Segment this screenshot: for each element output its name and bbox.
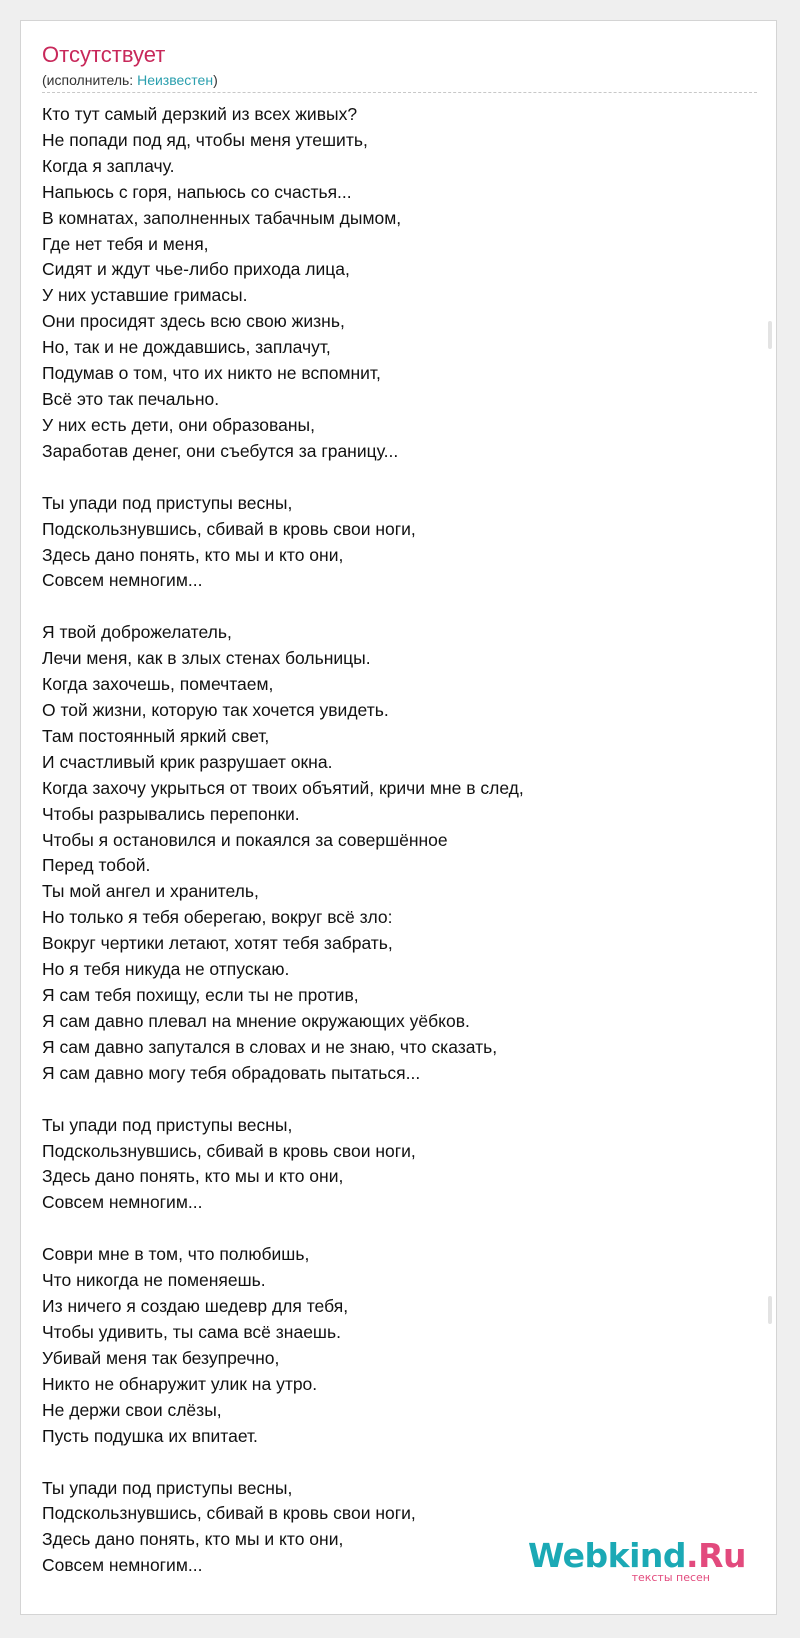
lyric-line: Но я тебя никуда не отпускаю.: [42, 959, 290, 980]
lyric-line: Не держи свои слёзы,: [42, 1399, 222, 1420]
lyric-line: Убивай меня так безупречно,: [42, 1347, 280, 1368]
lyrics-stanza: [42, 102, 757, 465]
lyric-line: Сидят и ждут чье-либо прихода лица,: [42, 259, 350, 280]
lyric-line: О той жизни, которую так хочется увидеть.: [42, 700, 389, 721]
header-divider: [42, 92, 757, 93]
lyric-line: Там постоянный яркий свет,: [42, 725, 270, 746]
lyrics-stanza: [42, 491, 757, 595]
lyric-line: Подскользнувшись, сбивай в кровь свои ноги,: [42, 1140, 416, 1161]
lyric-line: Подумав о том, что их никто не вспомнит,: [42, 363, 381, 384]
lyric-line: Но, так и не дождавшись, заплачут,: [42, 337, 331, 358]
scroll-marker: [768, 321, 772, 349]
lyric-line: Я сам давно могу тебя обрадовать пытаться...: [42, 1062, 421, 1083]
artist-suffix: ): [213, 72, 218, 88]
lyric-line: Я сам давно запутался в словах и не знаю, что сказать,: [42, 1036, 498, 1057]
lyric-line: Здесь дано понять, кто мы и кто они,: [42, 544, 344, 565]
lyric-line: Я сам давно плевал на мнение окружающих уёбков.: [42, 1010, 470, 1031]
scroll-marker: [768, 1296, 772, 1324]
lyric-line: Напьюсь с горя, напьюсь со счастья...: [42, 181, 352, 202]
lyric-line: Чтобы удивить, ты сама всё знаешь.: [42, 1321, 341, 1342]
lyric-line: Я сам тебя похищу, если ты не против,: [42, 985, 359, 1005]
lyric-line: И счастливый крик разрушает окна.: [42, 751, 333, 772]
lyric-line: Что никогда не поменяешь.: [42, 1270, 266, 1291]
lyric-line: Ты упади под приступы весны,: [42, 1114, 293, 1135]
lyric-line: Не попади под яд, чтобы меня утешить,: [42, 129, 368, 150]
lyric-line: Но только я тебя оберегаю, вокруг всё зло:: [42, 907, 393, 928]
lyric-line: Когда захочешь, помечтаем,: [42, 674, 274, 695]
lyrics-stanza: [42, 1242, 757, 1449]
lyric-line: Когда я заплачу.: [42, 155, 175, 176]
lyric-line: Никто не обнаружит улик на утро.: [42, 1373, 318, 1394]
lyric-line: Здесь дано понять, кто мы и кто они,: [42, 1166, 344, 1187]
lyric-line: Подскользнувшись, сбивай в кровь свои ноги,: [42, 518, 416, 539]
lyric-line: Ты упади под приступы весны,: [42, 1477, 293, 1498]
logo-tagline: тексты песен: [631, 1571, 710, 1584]
lyric-line: Ты упади под приступы весны,: [42, 492, 293, 513]
lyric-line: Вокруг чертики летают, хотят тебя забрать,: [42, 933, 393, 954]
logo-tld: .Ru: [686, 1536, 746, 1575]
artist-prefix: (исполнитель:: [42, 72, 138, 88]
lyric-line: Пусть подушка их впитает.: [42, 1425, 258, 1446]
logo-name: Webkind: [527, 1536, 687, 1575]
lyrics-stanza: [42, 620, 757, 1086]
lyric-line: Перед тобой.: [42, 855, 151, 876]
lyrics-stanza: [42, 1113, 757, 1217]
lyrics-body: [42, 102, 757, 1605]
webkind-logo[interactable]: [527, 1536, 746, 1584]
lyric-line: У них есть дети, они образованы,: [42, 414, 315, 435]
lyric-line: Из ничего я создаю шедевр для тебя,: [42, 1296, 349, 1317]
artist-line: [42, 71, 218, 89]
lyric-line: Подскользнувшись, сбивай в кровь свои ноги,: [42, 1503, 416, 1524]
lyric-line: Здесь дано понять, кто мы и кто они,: [42, 1529, 344, 1550]
lyric-line: Я твой доброжелатель,: [42, 622, 232, 643]
artist-link[interactable]: Неизвестен: [137, 72, 214, 88]
lyric-line: Кто тут самый дерзкий из всех живых?: [42, 104, 358, 124]
lyric-line: Чтобы разрывались перепонки.: [42, 803, 300, 824]
lyric-line: Совсем немногим...: [42, 1555, 203, 1576]
lyric-line: Чтобы я остановился и покаялся за совершённое: [42, 829, 448, 850]
lyric-line: Совсем немногим...: [42, 570, 203, 591]
lyric-line: Совсем немногим...: [42, 1192, 203, 1213]
lyric-line: Они просидят здесь всю свою жизнь,: [42, 311, 345, 332]
lyric-line: В комнатах, заполненных табачным дымом,: [42, 207, 402, 228]
lyric-line: Всё это так печально.: [42, 388, 220, 409]
lyric-line: Где нет тебя и меня,: [42, 233, 209, 254]
logo-wordmark: [528, 1538, 746, 1574]
lyric-line: Лечи меня, как в злых стенах больницы.: [42, 648, 371, 669]
lyric-line: Заработав денег, они съебутся за границу...: [42, 440, 399, 461]
lyric-line: У них уставшие гримасы.: [42, 285, 248, 306]
lyric-line: Соври мне в том, что полюбишь,: [42, 1244, 310, 1265]
song-title: Отсутствует: [42, 42, 166, 67]
lyrics-card: [20, 20, 777, 1615]
lyric-line: Ты мой ангел и хранитель,: [42, 881, 259, 902]
lyric-line: Когда захочу укрыться от твоих объятий, кричи мне в след,: [42, 777, 524, 798]
